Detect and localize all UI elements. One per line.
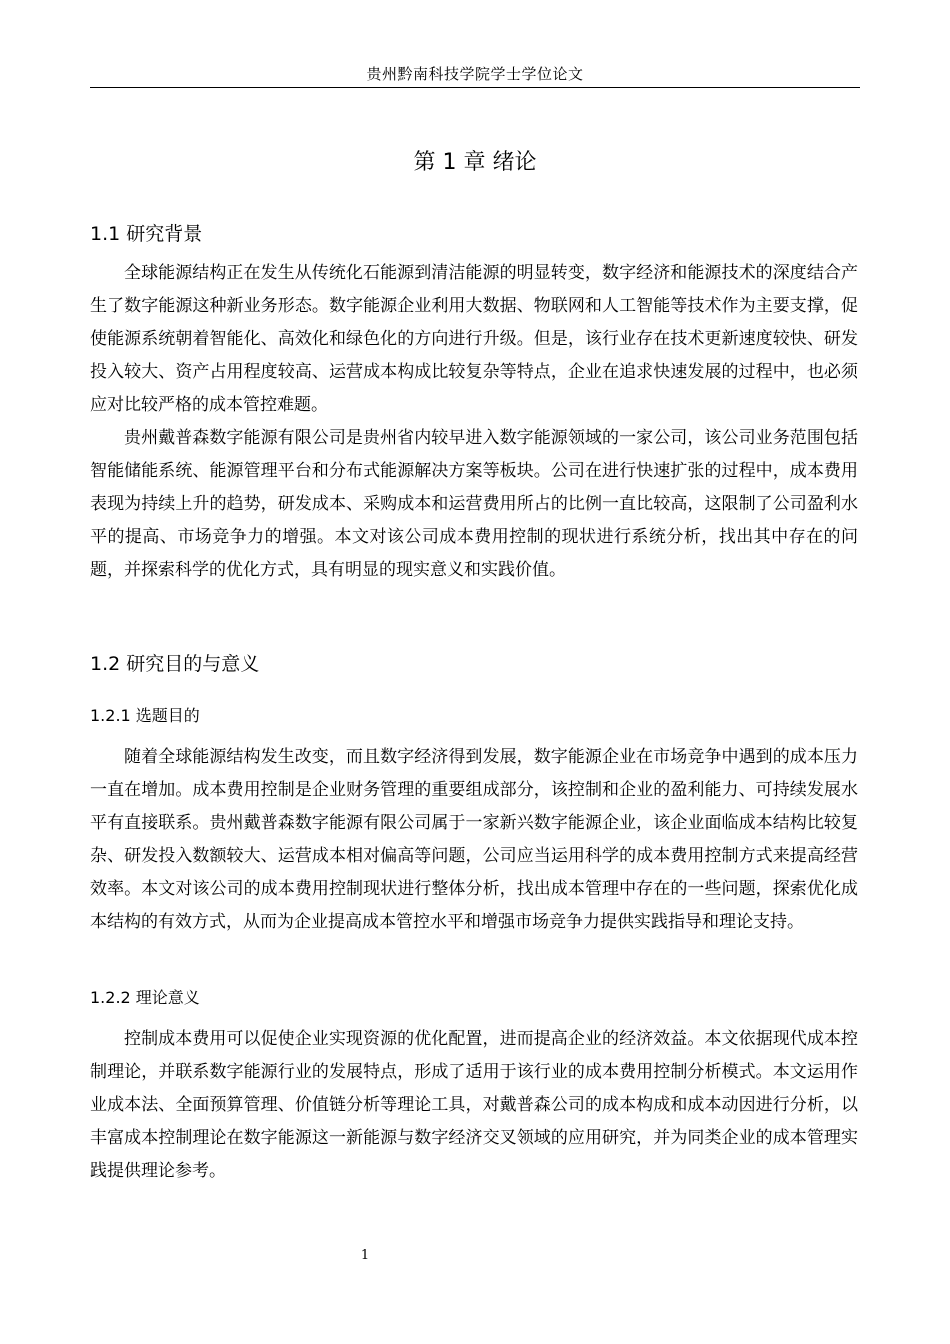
- paragraph-1-1-a: 全球能源结构正在发生从传统化石能源到清洁能源的明显转变，数字经济和能源技术的深度结合产生了数字能源这种新业务形态。数字能源企业利用大数据、物联网和人工智能等技术作为主要支撑，促使能源系统朝着智能化、高效化和绿色化的方向进行升级。但是，该行业存在技术更新速度较快、研发投入较大、资产占用程度较高、运营成本构成比较复杂等特点，企业在追求快速发展的过程中，也必须应对比较严格的成本管控难题。: [90, 263, 858, 415]
- subsection-heading-1-2-1: 1.2.1 选题目的: [90, 706, 200, 725]
- page-number: 1: [360, 1248, 370, 1263]
- subsection-heading-1-2-2: 1.2.2 理论意义: [90, 988, 200, 1007]
- paragraph-1-2-2: 控制成本费用可以促使企业实现资源的优化配置，进而提高企业的经济效益。本文依据现代成本控制理论，并联系数字能源行业的发展特点，形成了适用于该行业的成本费用控制分析模式。本文运用作业成本法、全面预算管理、价值链分析等理论工具，对戴普森公司的成本构成和成本动因进行分析，以丰富成本控制理论在数字能源这一新能源与数字经济交叉领域的应用研究，并为同类企业的成本管理实践提供理论参考。: [90, 1029, 858, 1181]
- paragraph-1-1-b: 贵州戴普森数字能源有限公司是贵州省内较早进入数字能源领域的一家公司，该公司业务范围包括智能储能系统、能源管理平台和分布式能源解决方案等板块。公司在进行快速扩张的过程中，成本费用表现为持续上升的趋势，研发成本、采购成本和运营费用所占的比例一直比较高，这限制了公司盈利水平的提高、市场竞争力的增强。本文对该公司成本费用控制的现状进行系统分析，找出其中存在的问题，并探索科学的优化方式，具有明显的现实意义和实践价值。: [90, 428, 858, 580]
- header-rule: [90, 87, 860, 88]
- section-heading-1-2: 1.2 研究目的与意义: [90, 653, 260, 675]
- section-heading-1-1: 1.1 研究背景: [90, 223, 203, 245]
- running-header: 贵州黔南科技学院学士学位论文: [366, 65, 584, 83]
- chapter-title: 第 1 章 绪论: [413, 150, 537, 175]
- paragraph-1-2-1: 随着全球能源结构发生改变，而且数字经济得到发展，数字能源企业在市场竞争中遇到的成本压力一直在增加。成本费用控制是企业财务管理的重要组成部分，该控制和企业的盈利能力、可持续发展水平有直接联系。贵州戴普森数字能源有限公司属于一家新兴数字能源企业，该企业面临成本结构比较复杂、研发投入数额较大、运营成本相对偏高等问题，公司应当运用科学的成本费用控制方式来提高经营效率。本文对该公司的成本费用控制现状进行整体分析，找出成本管理中存在的一些问题，探索优化成本结构的有效方式，从而为企业提高成本管控水平和增强市场竞争力提供实践指导和理论支持。: [90, 747, 858, 932]
